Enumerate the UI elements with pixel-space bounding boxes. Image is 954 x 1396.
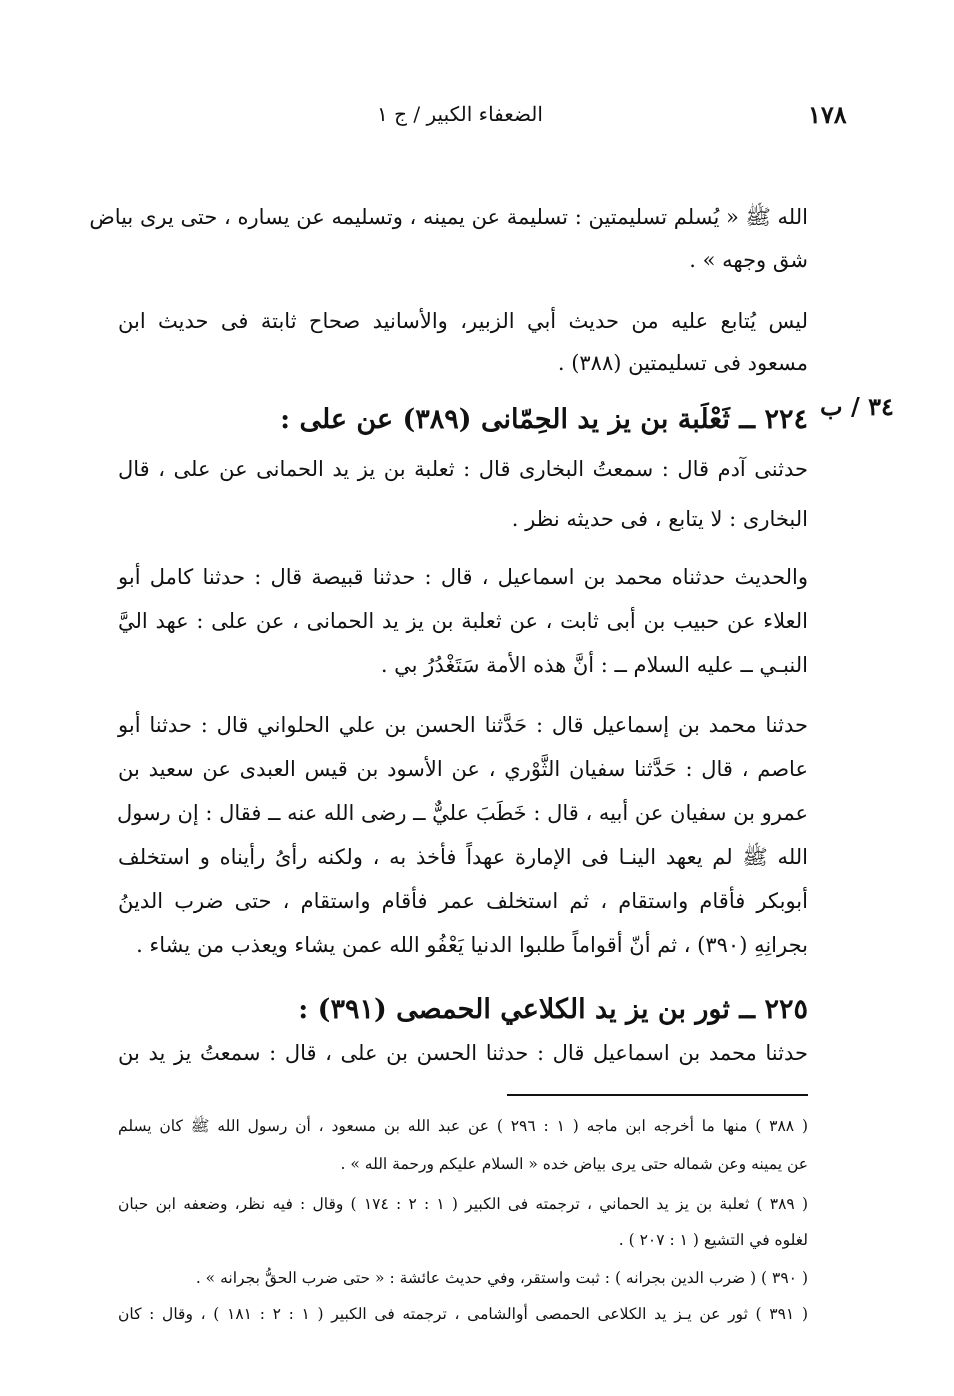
page-number: ١٧٨ bbox=[808, 100, 847, 129]
text-line: حدثنا محمد بن اسماعيل قال : حدثنا الحسن بن على ، قال : سمعتُ يز يد بن bbox=[118, 1041, 808, 1065]
entry-heading-225: ٢٢٥ ــ ثور بن يز يد الكلاعي الحمصى (٣٩١) : bbox=[298, 994, 808, 1025]
entry-heading-224: ٢٢٤ ــ ثَعْلَبة بن يز يد الحِمّانى (٣٨٩) عن على : bbox=[280, 404, 808, 435]
text-line: حدثنا محمد بن إسماعيل قال : حَدَّثنا الحسن بن علي الحلواني قال : حدثنا أبو bbox=[118, 713, 808, 737]
text-line: مسعود فى تسليمتين (٣٨٨) . bbox=[557, 351, 808, 375]
footnote-line: عن يمينه وعن شماله حتى يرى بياض خده « السلام عليكم ورحمة الله » . bbox=[340, 1155, 808, 1173]
text-line: البخارى : لا يتابع ، فى حديثه نظر . bbox=[511, 507, 808, 531]
text-line: عاصم ، قال : حَدَّثنا سفيان الثَّوْري ، عن الأسود بن قيس العبدى عن سعيد بن bbox=[118, 757, 808, 781]
text-line: والحديث حدثناه محمد بن اسماعيل ، قال : حدثنا قبيصة قال : حدثنا كامل أبو bbox=[118, 565, 808, 589]
footnote-line: ( ٣٩١ ) ثور عن يـز يد الكلاعى الحمصى أوالشامى ، ترجمته فى الكبير ( ١ : ٢ : ١٨١ ) ، وقال : كان bbox=[118, 1305, 808, 1323]
footnote-separator bbox=[507, 1094, 808, 1096]
text-line: الله ﷺ « يُسلم تسليمتين : تسليمة عن يمينه ، وتسليمه عن يساره ، حتى يرى بياض bbox=[89, 205, 808, 229]
text-line: عمرو بن سفيان عن أبيه ، قال : خَطَبَ عليٌّ ــ رضى الله عنه ــ فقال : إن رسول bbox=[116, 801, 808, 825]
text-line: النبـي ــ عليه السلام ــ : أنَّ هذه الأمة سَتَغْدُرُ بي . bbox=[380, 653, 808, 677]
text-line: العلاء عن حبيب بن أبى ثابت ، عن ثعلبة بن يز يد الحمانى ، عن على : عهد اليَّ bbox=[118, 609, 808, 633]
text-line: شق وجهه » . bbox=[689, 248, 808, 272]
footnote-line: ( ٣٨٩ ) ثعلبة بن يز يد الحماني ، ترجمته فى الكبير ( ١ : ٢ : ١٧٤ ) وقال : فيه نظر، وضعفه ابن حبان bbox=[118, 1195, 809, 1213]
footnote-line: ( ٣٩٠ ) ( ضرب الدين بجرانه ) : ثبت واستقر، وفي حديث عائشة : « حتى ضرب الحقُّ بجرانه » . bbox=[195, 1269, 808, 1287]
text-line: بجرانِهِ (٣٩٠) ، ثم أنّ أقواماً طلبوا الدنيا يَعْفُو الله عمن يشاء ويعذب من يشاء . bbox=[136, 933, 808, 957]
manuscript-folio-note: ٣٤ / ب bbox=[820, 392, 894, 421]
footnote-line: لغلوه في التشيع ( ١ : ٢٠٧ ) . bbox=[618, 1231, 808, 1249]
text-line: ليس يُتابع عليه من حديث أبي الزبير، والأسانيد صحاح ثابتة فى حديث ابن bbox=[118, 309, 808, 333]
text-line: حدثنى آدم قال : سمعتُ البخارى قال : ثعلبة بن يز يد الحمانى عن على ، قال bbox=[118, 457, 808, 481]
text-line: أبوبكر فأقام واستقام ، ثم استخلف عمر فأقام واستقام ، حتى ضرب الدينُ bbox=[118, 889, 808, 913]
text-line: الله ﷺ لم يعهد الينـا فى الإمارة عهداً فأخذ به ، ولكنه رأىُ رأيناه و استخلف bbox=[118, 845, 808, 869]
running-title: الضعفاء الكبير / ج ١ bbox=[377, 102, 543, 126]
footnote-line: ( ٣٨٨ ) منها ما أخرجه ابن ماجه ( ١ : ٢٩٦ ) عن عبد الله بن مسعود ، أن رسول الله ﷺ كان يسلم bbox=[118, 1117, 808, 1135]
